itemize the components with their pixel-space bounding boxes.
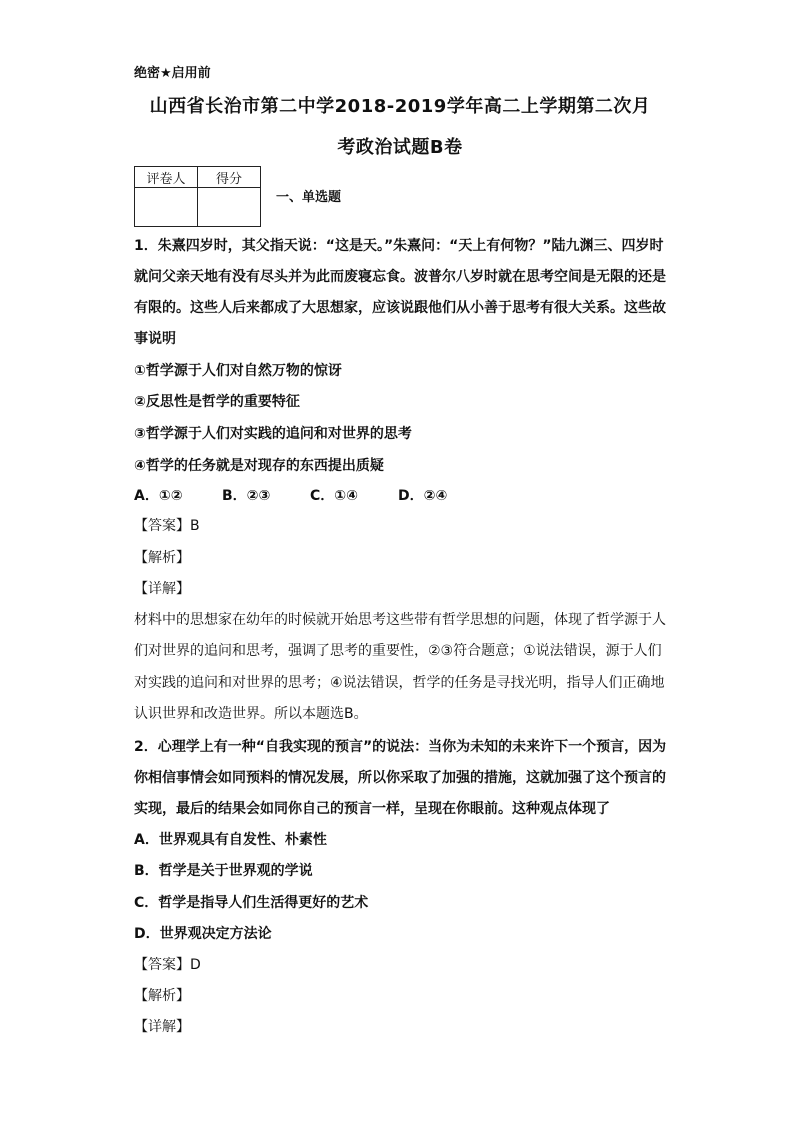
q1-stem-line: 有限的。这些人后来都成了大思想家，应该说跟他们从小善于思考有很大关系。这些故 <box>134 300 666 316</box>
q2-option-d: D．世界观决定方法论 <box>134 926 272 942</box>
score-table-score-cell <box>198 188 261 227</box>
q1-option-a: A．①② <box>134 488 183 504</box>
q1-option-b: B．②③ <box>222 488 271 504</box>
q1-item: ④哲学的任务就是对现存的东西提出质疑 <box>134 458 384 474</box>
score-table-grader-header: 评卷人 <box>135 167 198 188</box>
q1-item: ②反思性是哲学的重要特征 <box>134 394 300 410</box>
q1-item: ③哲学源于人们对实践的追问和对世界的思考 <box>134 426 412 442</box>
q2-option-a: A．世界观具有自发性、朴素性 <box>134 832 327 848</box>
q2-option-b: B．哲学是关于世界观的学说 <box>134 863 313 879</box>
q2-analysis-label: 【解析】 <box>134 988 190 1004</box>
score-table <box>134 166 261 227</box>
q1-detail-label: 【详解】 <box>134 581 190 597</box>
score-table-score-header: 得分 <box>198 167 261 188</box>
secret-label: 绝密★启用前 <box>134 66 211 81</box>
q2-stem-line: 实现，最后的结果会如同你自己的预言一样，呈现在你眼前。这种观点体现了 <box>134 801 610 817</box>
q1-stem-line: 就问父亲天地有没有尽头并为此而废寝忘食。波普尔八岁时就在思考空间是无限的还是 <box>134 269 666 285</box>
q1-stem-line: 事说明 <box>134 331 176 347</box>
q1-explanation-line: 材料中的思想家在幼年的时候就开始思考这些带有哲学思想的问题，体现了哲学源于人 <box>134 612 666 628</box>
score-table-grader-cell <box>135 188 198 227</box>
section-title: 一、单选题 <box>276 190 342 205</box>
q1-option-d: D．②④ <box>398 488 448 504</box>
q2-option-c: C．哲学是指导人们生活得更好的艺术 <box>134 895 369 911</box>
page-title-line2: 考政治试题B卷 <box>337 137 463 158</box>
q1-item: ①哲学源于人们对自然万物的惊讶 <box>134 363 342 379</box>
page-title-line1: 山西省长治市第二中学2018-2019学年高二上学期第二次月 <box>149 96 651 117</box>
q1-stem-line: 1．朱熹四岁时，其父指天说：“这是天。”朱熹问：“天上有何物？”陆九渊三、四岁时 <box>134 238 664 254</box>
q1-explanation-line: 认识世界和改造世界。所以本题选B。 <box>134 706 368 722</box>
q1-answer: 【答案】B <box>134 518 200 534</box>
q2-stem-line: 你相信事情会如同预料的情况发展，所以你采取了加强的措施，这就加强了这个预言的 <box>134 770 666 786</box>
q2-stem-line: 2．心理学上有一种“自我实现的预言”的说法：当你为未知的未来许下一个预言，因为 <box>134 739 667 755</box>
q2-detail-label: 【详解】 <box>134 1019 190 1035</box>
q2-answer: 【答案】D <box>134 957 201 973</box>
q1-explanation-line: 们对世界的追问和思考，强调了思考的重要性，②③符合题意；①说法错误，源于人们 <box>134 643 662 659</box>
q1-analysis-label: 【解析】 <box>134 550 190 566</box>
q1-option-c: C．①④ <box>310 488 358 504</box>
q1-options <box>134 485 447 505</box>
q1-explanation-line: 对实践的追问和对世界的思考；④说法错误，哲学的任务是寻找光明，指导人们正确地 <box>134 675 665 691</box>
